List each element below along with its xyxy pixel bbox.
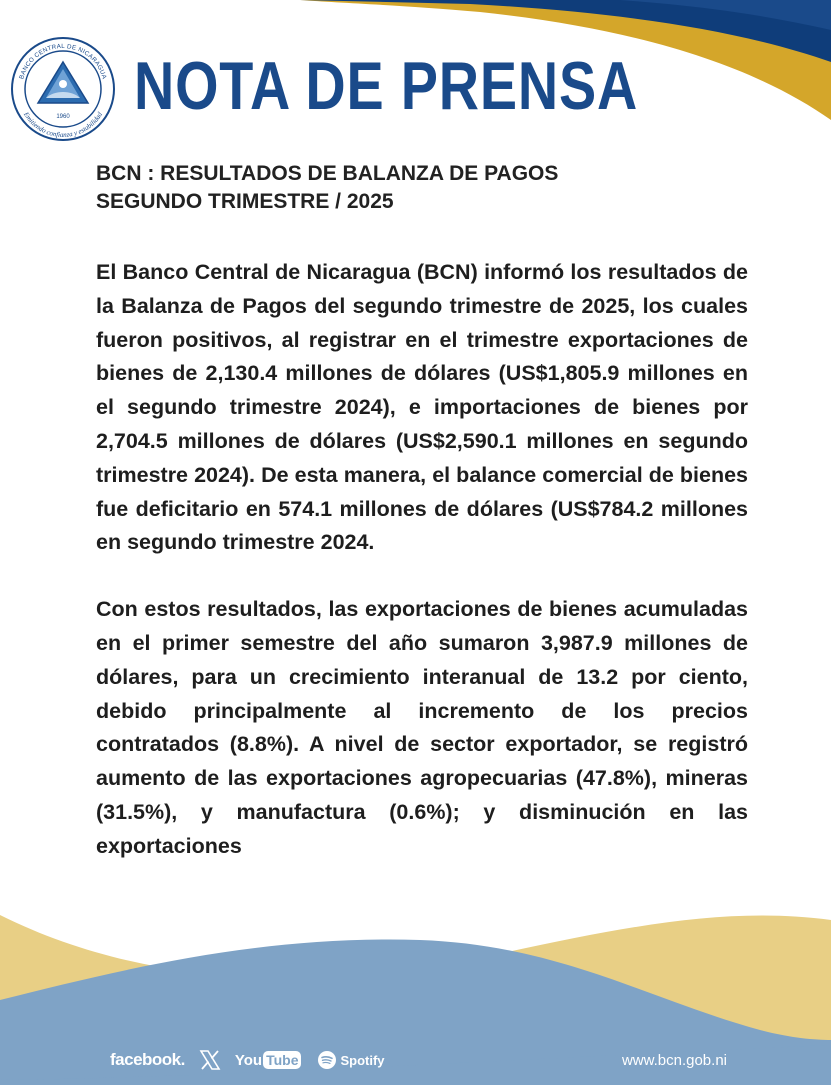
press-release-body	[96, 256, 748, 897]
social-links	[110, 1046, 385, 1074]
youtube-link[interactable]	[235, 1051, 302, 1069]
seal-year: 1960	[56, 114, 70, 120]
spotify-label: Spotify	[340, 1052, 385, 1068]
page-title: NOTA DE PRENSA	[134, 48, 639, 124]
paragraph-2: Con estos resultados, las exportaciones de bienes acumuladas en el primer semestre del año sumaron 3,987.9 millones de dólares, para un crecimiento interanual de 13.2 por ciento, debido principalmente al incremento de los precios contratados (8.8%). A nivel de sector exportador, se registró aumento de las exportaciones agropecuarias (47.8%), mineras (31.5%), y manufactura (0.6%); y disminución en las exportaciones	[96, 597, 748, 858]
bcn-seal-logo	[10, 36, 116, 142]
seal-motto: Emitiendo confianza y estabilidad	[21, 110, 105, 140]
youtube-you-text: You	[234, 1051, 263, 1069]
subtitle-line-2: SEGUNDO TRIMESTRE / 2025	[96, 190, 394, 213]
press-release-subtitle	[96, 160, 736, 216]
youtube-tube-text: Tube	[263, 1051, 301, 1069]
subtitle-line-1: BCN : RESULTADOS DE BALANZA DE PAGOS	[96, 162, 559, 185]
website-link[interactable]: www.bcn.gob.ni	[621, 1052, 727, 1069]
paragraph-1: El Banco Central de Nicaragua (BCN) informó los resultados de la Balanza de Pagos del segundo trimestre de 2025, los cuales fueron positivos, al registrar en el trimestre exportaciones de bienes de 2,130.4 millones de dólares (US$1,805.9 millones en el segundo trimestre 2024), e importaciones de bienes por 2,704.5 millones de dólares (US$2,590.1 millones en segundo trimestre 2024). De esta manera, el balance comercial de bienes fue deficitario en 574.1 millones de dólares (US$784.2 millones en segundo trimestre 2024.	[96, 260, 748, 555]
seal-institution: BANCO CENTRAL DE NICARAGUA	[18, 42, 108, 81]
facebook-link[interactable]: facebook.	[110, 1050, 185, 1069]
x-twitter-icon[interactable]	[199, 1049, 221, 1071]
spotify-link[interactable]	[317, 1050, 384, 1070]
spotify-icon	[317, 1050, 337, 1070]
